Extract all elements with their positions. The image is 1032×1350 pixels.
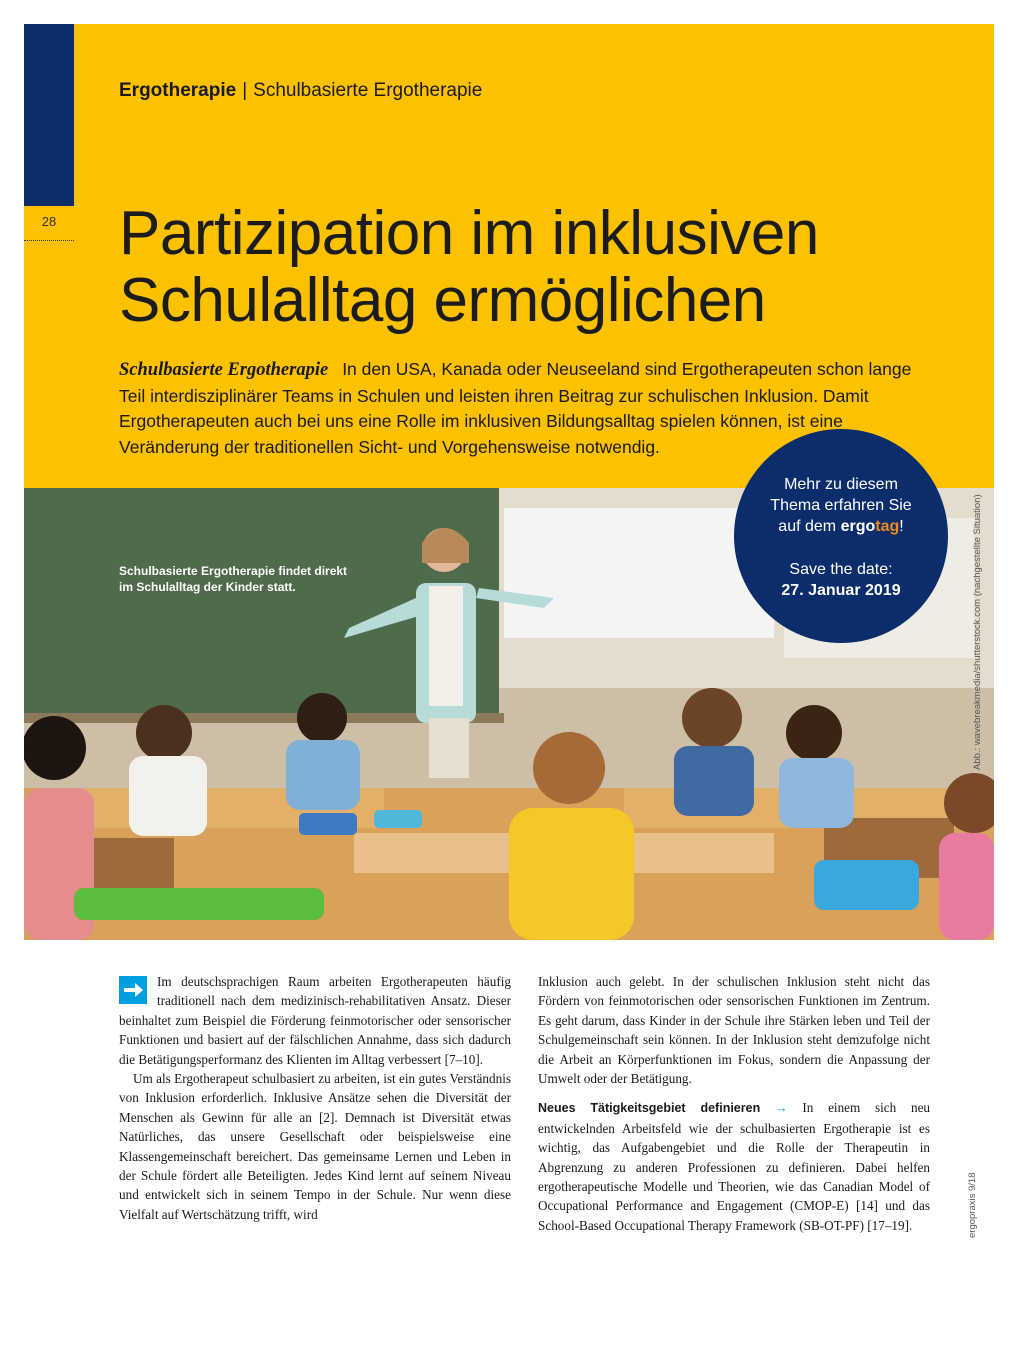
arrow-right-icon bbox=[119, 976, 147, 1004]
subheading-text: Neues Tätigkeitsgebiet definieren bbox=[538, 1101, 761, 1116]
photo-caption: Schulbasierte Ergotherapie findet direkt im Schulalltag der Kinder statt. bbox=[119, 564, 348, 594]
title-line-1: Partizipation im inklusiven bbox=[119, 199, 819, 268]
badge-save-the-date bbox=[734, 559, 948, 601]
page-number-rule bbox=[24, 240, 74, 241]
journal-footer: ergopraxis 9/18 bbox=[967, 1172, 978, 1238]
rubric-subsection: Schulbasierte Ergotherapie bbox=[253, 80, 483, 101]
arrow-right-glyph-icon: → bbox=[775, 1101, 788, 1116]
badge-date: 27. Januar 2019 bbox=[781, 582, 901, 599]
rubric-separator: | bbox=[242, 80, 248, 101]
badge-line-1: Mehr zu diesem bbox=[784, 476, 898, 493]
lead-text: In den USA, Kanada oder Neuseeland sind Ergotherapeuten schon lange Teil interdisziplinärer Teams in Schulen und leisten ihren Beitrag zur schulischen Inklusion. Damit Ergotherapeuten auch bei uns eine Rolle im inklusiven Bildungsalltag spielen können, ist eine Veränderung der traditionellen Sicht- und Vorgehensweise notwendig. bbox=[119, 359, 912, 457]
badge-line-2: Thema erfahren Sie bbox=[770, 497, 912, 514]
badge-brand-ergo: ergo bbox=[840, 518, 876, 535]
badge-promo-text bbox=[734, 474, 948, 537]
subheading bbox=[538, 1101, 788, 1115]
body-column-1 bbox=[119, 972, 511, 1224]
page-number: 28 bbox=[41, 214, 57, 229]
badge-brand-suffix: ! bbox=[899, 518, 904, 535]
lead-kicker: Schulbasierte Ergotherapie bbox=[119, 360, 329, 380]
rubric bbox=[119, 80, 482, 102]
article-title bbox=[119, 200, 979, 334]
ergotag-badge[interactable] bbox=[734, 429, 948, 643]
body-paragraph-4 bbox=[538, 1098, 930, 1235]
body-paragraph-4-text: In einem sich neu entwickelnden Arbeitsfeld wie der schulbasierten Ergotherapie ist es wichtig, das Aufgabengebiet und die Rolle der Therapeutin in Abgrenzung zu anderen Professionen zu definieren. Dabei helfen ergotherapeutische Modelle und Theorien, wie das Canadian Model of Occupational Performance and Engagement (CMOP-E) [14] und das School-Based Occupational Therapy Framework (SB-OT-PF) [17–19]. bbox=[538, 1100, 931, 1233]
body-paragraph-1-text: Im deutschsprachigen Raum arbeiten Ergotherapeuten häufig traditionell nach dem medizinisch-rehabilitativen Ansatz. Dieser beinhaltet zum Beispiel die Förderung feinmotorischer oder sensorischer Funktionen und basiert auf der fälschlichen Annahme, dass sich dadurch die Betätigungsperformanz des Klienten im Alltag verbessert [7–10]. bbox=[119, 974, 511, 1067]
section-marker-bar bbox=[24, 24, 74, 206]
body-paragraph bbox=[119, 972, 511, 1069]
badge-brand-tag: tag bbox=[875, 518, 900, 535]
title-line-2: Schulalltag ermöglichen bbox=[119, 266, 766, 335]
body-column-2 bbox=[538, 972, 930, 1235]
body-paragraph-2: Um als Ergotherapeut schulbasiert zu arbeiten, ist ein gutes Verständnis von Inklusion erforderlich. Inklusive Ansätze sehen die Diversität der Menschen als Gewinn für alle an [2]. Demnach ist Diversität etwas Natürliches, das unsere Gesellschaft oder beispielsweise eine Klassengemeinschaft bereichert. Das gemeinsame Lernen und Leben in der Schule fördert alle Beteiligten. Jedes Kind lernt auf seinem Niveau und entwickelt sich in seinem Tempo in der Schule. Nur wenn diese Vielfalt auf Wertschätzung trifft, wird bbox=[119, 1071, 511, 1222]
rubric-section: Ergotherapie bbox=[119, 80, 237, 101]
photo-credit: Abb.: wavebreakmedia/shutterstock.com (nachgestellte Situation) bbox=[972, 494, 983, 770]
body-paragraph-3: Inklusion auch gelebt. In der schulischen Inklusion steht nicht das Fördern von feinmotorischen oder sensorischen Funktionen im Zentrum. Es geht darum, dass Kinder in der Schule ihre Stärken leben und Teil der Schulgemeinschaft sein können. In der Inklusion steht demzufolge nicht die Arbeit an Körperfunktionen im Fokus, sondern die Anpassung der Umwelt oder der Betätigung. bbox=[538, 974, 930, 1087]
badge-line-3: auf dem bbox=[778, 518, 841, 535]
badge-save-label: Save the date: bbox=[789, 561, 893, 578]
